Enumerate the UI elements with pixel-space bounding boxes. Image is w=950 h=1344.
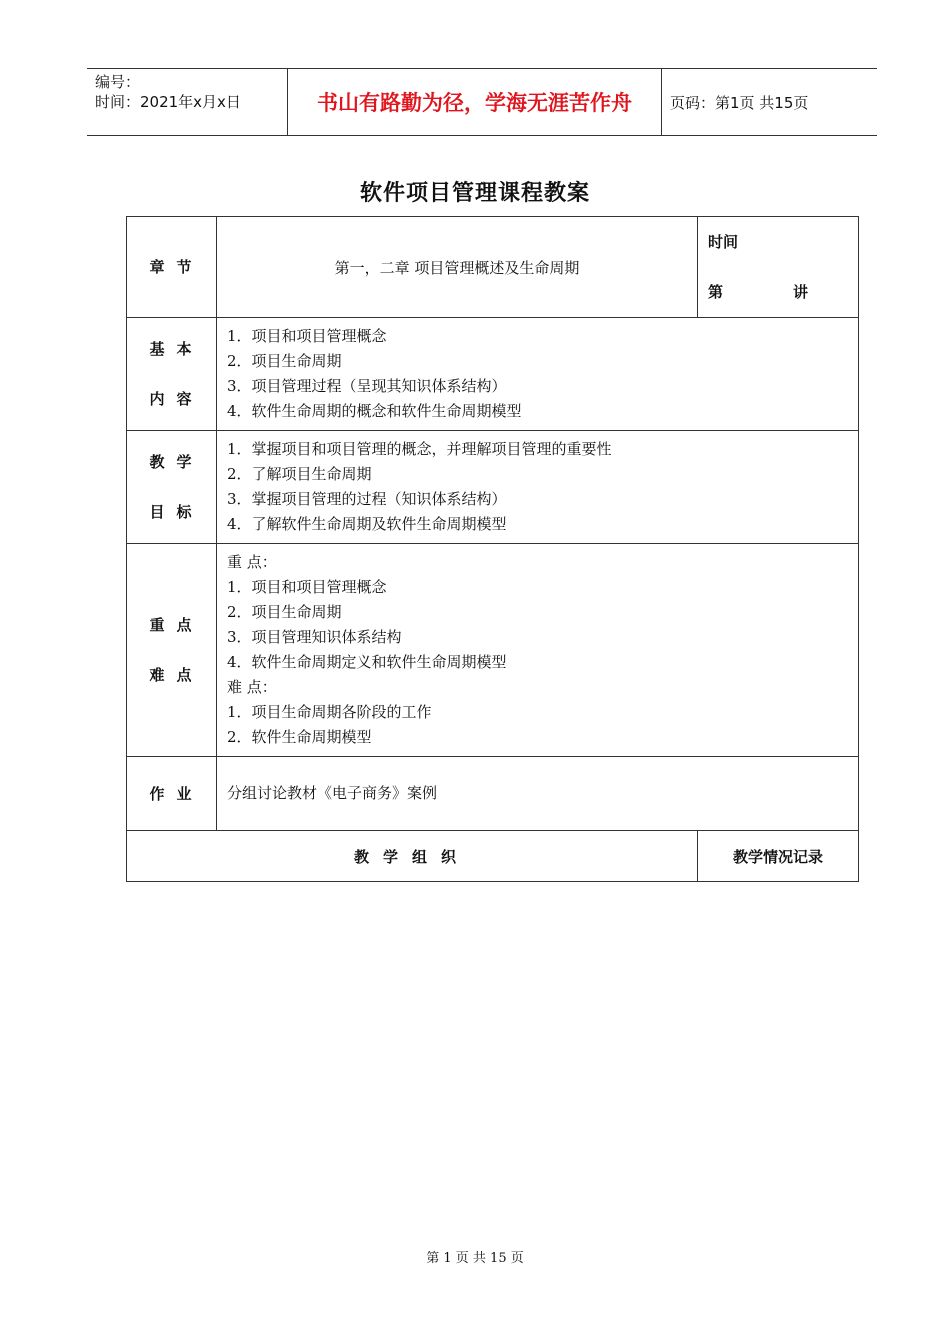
number-label: 编号： xyxy=(95,73,141,91)
list-item: 难 点： xyxy=(227,678,277,696)
list-item: 1．项目和项目管理概念 xyxy=(227,327,387,345)
time-label-cell: 时间 xyxy=(708,233,739,251)
lecture-label: 第 讲 xyxy=(708,283,808,301)
teaching-goals-list xyxy=(217,431,859,544)
list-item: 3．掌握项目管理的过程（知识体系结构） xyxy=(227,490,507,508)
list-item: 1．项目和项目管理概念 xyxy=(227,578,387,596)
basic-content-list xyxy=(217,318,859,431)
time-cell xyxy=(698,217,859,318)
teaching-record-header: 教学情况记录 xyxy=(698,831,859,882)
list-item: 1．掌握项目和项目管理的概念，并理解项目管理的重要性 xyxy=(227,440,612,458)
teaching-goals-row xyxy=(127,431,859,544)
homework-row xyxy=(127,757,859,831)
document-title: 软件项目管理课程教案 xyxy=(359,181,590,206)
key-difficult-list xyxy=(217,544,859,757)
chapter-label: 章节 xyxy=(127,217,217,318)
teaching-organization-header: 教学组织 xyxy=(127,831,698,882)
list-item: 2．项目生命周期 xyxy=(227,352,342,370)
list-item: 2．软件生命周期模型 xyxy=(227,728,372,746)
header-meta xyxy=(87,69,288,135)
time-label: 时间：2021年x月x日 xyxy=(95,93,241,111)
list-item: 4．软件生命周期的概念和软件生命周期模型 xyxy=(227,402,522,420)
key-difficult-label: 重点 难点 xyxy=(127,544,217,757)
chapter-content: 第一，二章 项目管理概述及生命周期 xyxy=(217,217,698,318)
homework-label: 作业 xyxy=(127,757,217,831)
list-item: 3．项目管理过程（呈现其知识体系结构） xyxy=(227,377,507,395)
basic-content-label: 基本 内容 xyxy=(127,318,217,431)
list-item: 4．了解软件生命周期及软件生命周期模型 xyxy=(227,515,507,533)
header-page-info: 页码：第1页 共15页 xyxy=(670,93,809,112)
key-difficult-row xyxy=(127,544,859,757)
chapter-row xyxy=(127,217,859,318)
list-item: 3．项目管理知识体系结构 xyxy=(227,628,402,646)
teaching-organization-row xyxy=(127,831,859,882)
list-item: 重 点： xyxy=(227,553,277,571)
header-motto: 书山有路勤为径，学海无涯苦作舟 xyxy=(288,69,662,135)
list-item: 2．项目生命周期 xyxy=(227,603,342,621)
list-item: 4．软件生命周期定义和软件生命周期模型 xyxy=(227,653,507,671)
homework-content: 分组讨论教材《电子商务》案例 xyxy=(217,757,859,831)
list-item: 2．了解项目生命周期 xyxy=(227,465,372,483)
basic-content-row xyxy=(127,318,859,431)
list-item: 1．项目生命周期各阶段的工作 xyxy=(227,703,432,721)
page-header xyxy=(87,68,877,136)
page-footer: 第 1 页 共 15 页 xyxy=(426,1251,524,1266)
teaching-goals-label: 教学 目标 xyxy=(127,431,217,544)
lesson-plan-table xyxy=(126,216,859,882)
